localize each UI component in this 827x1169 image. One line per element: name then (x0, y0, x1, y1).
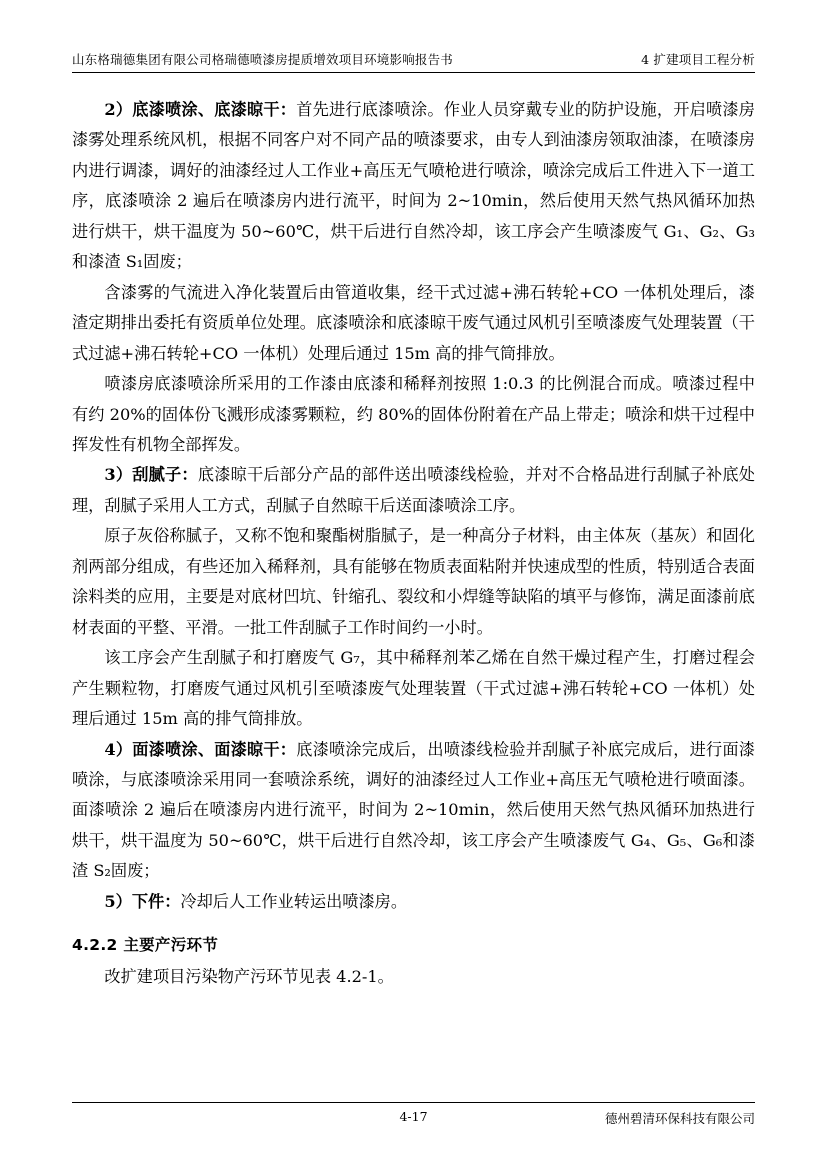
document-body (72, 95, 755, 993)
paragraph-top-coat (72, 735, 755, 887)
footer-company: 德州碧清环保科技有限公司 (604, 1111, 755, 1126)
paragraph-putty (72, 460, 755, 521)
paragraph-label-unloading: 5）下件： (104, 891, 181, 911)
paragraph-putty-emissions: 该工序会产生刮腻子和打磨废气 G₇，其中稀释剂苯乙烯在自然干燥过程产生，打磨过程会产生颗粒物，打磨废气通过风机引至喷漆废气处理装置（干式过滤+沸石转轮+CO 一体机）处理后通过 15m 高的排气筒排放。 (72, 648, 755, 729)
paragraph-label-base-coat: 2）底漆喷涂、底漆晾干： (104, 100, 297, 119)
paragraph-text-putty: 底漆晾干后部分产品的部件送出喷漆线检验，并对不合格品进行刮腻子补底处理，刮腻子采用人工方式，刮腻子自然晾干后送面漆喷涂工序。 (72, 465, 755, 515)
paragraph-paint-ratio: 喷漆房底漆喷涂所采用的工作漆由底漆和稀释剂按照 1:0.3 的比例混合而成。喷漆过程中有约 20%的固体份飞溅形成漆雾颗粒，约 80%的固体份附着在产品上带走；喷涂和烘干过程中挥发性有机物全部挥发。 (72, 374, 755, 454)
page-footer (72, 1102, 755, 1127)
paragraph-text-unloading: 冷却后人工作业转运出喷漆房。 (180, 891, 408, 911)
page-number: 4-17 (399, 1109, 428, 1124)
paragraph-label-top-coat: 4）面漆喷涂、面漆晾干： (104, 739, 297, 759)
section-heading-4-2-2: 4.2.2 主要产污环节 (72, 936, 219, 955)
paragraph-label-putty: 3）刮腻子： (104, 465, 198, 485)
paragraph-text-top-coat: 底漆喷涂完成后，出喷漆线检验并刮腻子补底完成后，进行面漆喷涂，与底漆喷涂采用同一套喷涂系统，调好的油漆经过人工作业+高压无气喷枪进行喷面漆。面漆喷涂 2 遍后在喷漆房内进行流平，时间为 2~10min，然后使用天然气热风循环加热进行烘干，烘干温度为 50~60℃，烘干后进行自然冷却，该工序会产生喷漆废气 G₄、G₅、G₆和漆渣 S₂固废； (72, 739, 755, 881)
header-title-right: 4 扩建项目工程分析 (641, 52, 755, 67)
paragraph-unloading (72, 887, 755, 917)
page-header (72, 52, 755, 73)
paragraph-putty-description: 原子灰俗称腻子，又称不饱和聚酯树脂腻子，是一种高分子材料，由主体灰（基灰）和固化剂两部分组成，有些还加入稀释剂，具有能够在物质表面粘附并快速成型的性质，特别适合表面涂料类的应用，主要是对底材凹坑、针缩孔、裂纹和小焊缝等缺陷的填平与修饰，满足面漆前底材表面的平整、平滑。一批工件刮腻子工作时间约一小时。 (72, 526, 755, 637)
paragraph-mist-treatment: 含漆雾的气流进入净化装置后由管道收集，经干式过滤+沸石转轮+CO 一体机处理后，漆渣定期排出委托有资质单位处理。底漆喷涂和底漆晾干废气通过风机引至喷漆废气处理装置（干式过滤+沸石转轮+CO 一体机）处理后通过 15m 高的排气筒排放。 (72, 282, 755, 363)
paragraph-base-coat (72, 95, 755, 278)
header-title-left: 山东格瑞德集团有限公司格瑞德喷漆房提质增效项目环境影响报告书 (72, 52, 454, 67)
paragraph-pollution-nodes: 改扩建项目污染物产污环节见表 4.2-1。 (104, 967, 394, 987)
paragraph-text-base-coat: 首先进行底漆喷涂。作业人员穿戴专业的防护设施，开启喷漆房漆雾处理系统风机，根据不同客户对不同产品的喷漆要求，由专人到油漆房领取油漆，在喷漆房内进行调漆，调好的油漆经过人工作业+高压无气喷枪进行喷涂，喷涂完成后工件进入下一道工序，底漆喷涂 2 遍后在喷漆房内进行流平，时间为 2~10min，然后使用天然气热风循环加热进行烘干，烘干温度为 50~60℃，烘干后进行自然冷却，该工序会产生喷漆废气 G₁、G₂、G₃和漆渣 S₁固废； (72, 100, 755, 272)
